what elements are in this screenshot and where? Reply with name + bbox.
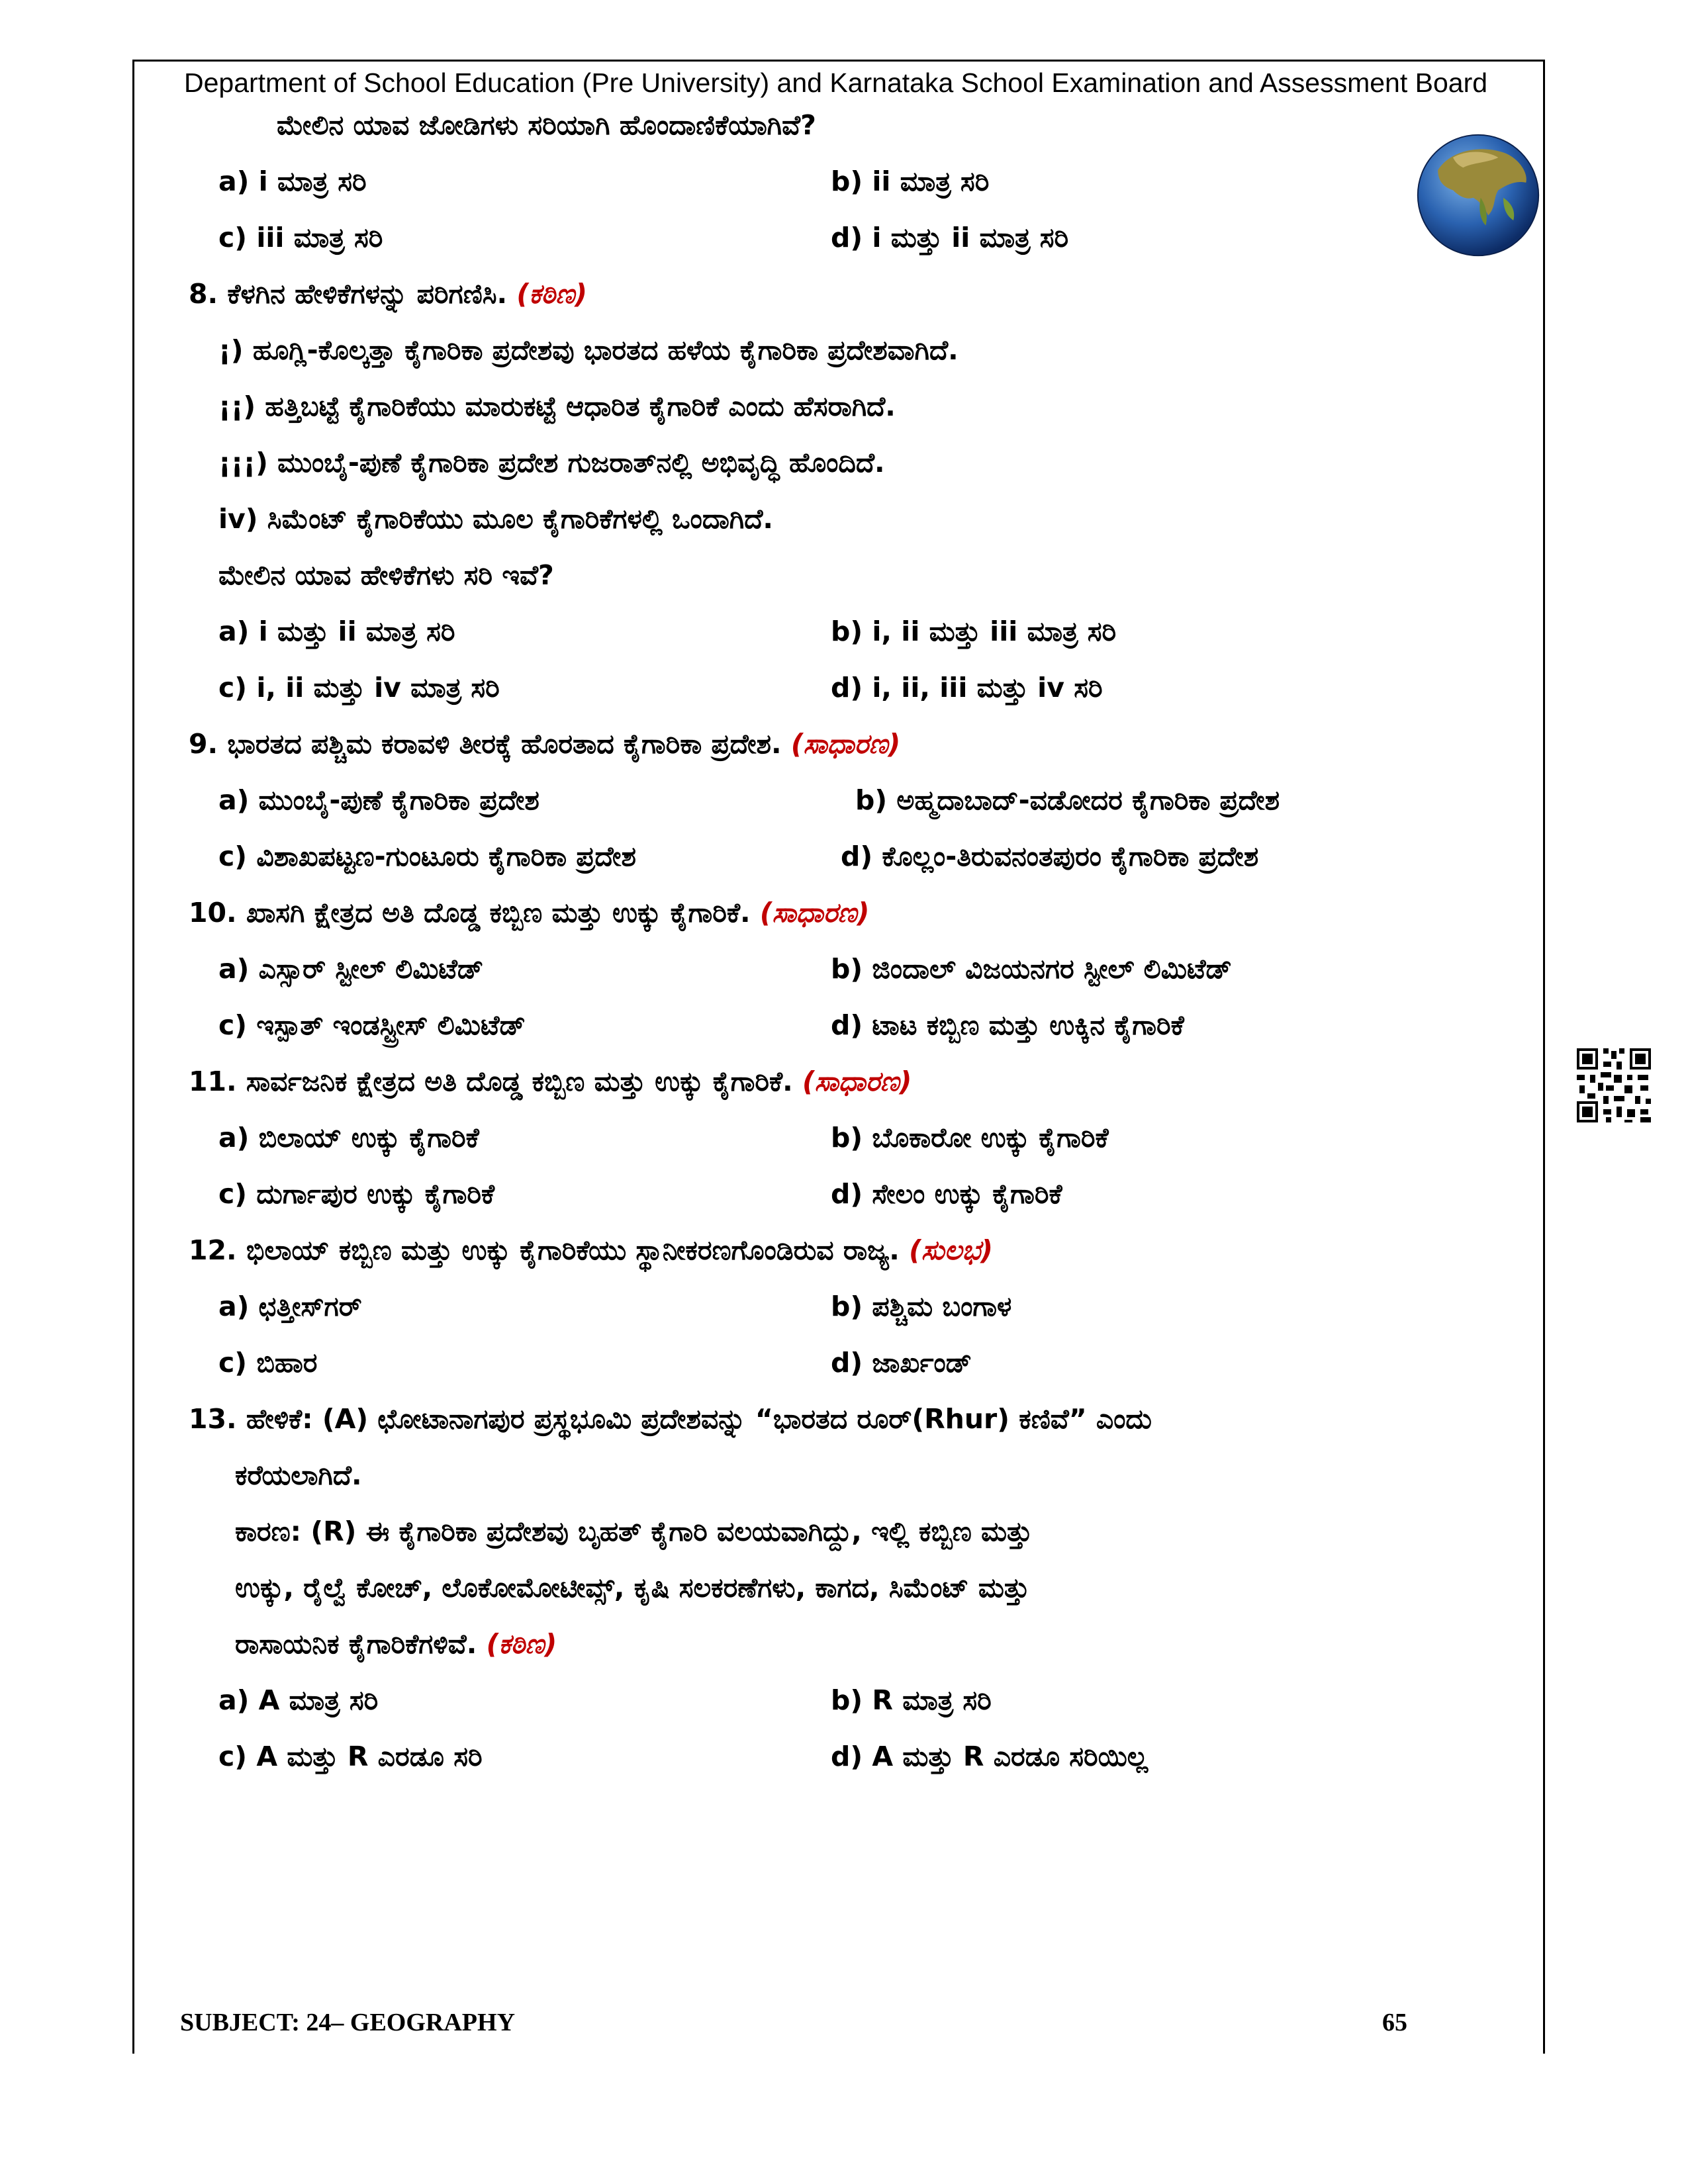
question-prompt: ಮೇಲಿನ ಯಾವ ಜೋಡಿಗಳು ಸರಿಯಾಗಿ ಹೊಂದಾಣಿಕೆಯಾಗಿವೆ? (277, 109, 816, 141)
statement-2: ¡¡) ಹತ್ತಿಬಟ್ಟೆ ಕೈಗಾರಿಕೆಯು ಮಾರುಕಟ್ಟೆ ಆಧಾರಿತ ಕೈಗಾರಿಕೆ ಎಂದು ಹೆಸರಾಗಿದೆ. (218, 390, 896, 422)
option-d: d) i, ii, iii ಮತ್ತು iv ಸರಿ (831, 672, 1103, 704)
difficulty-tag: (ಸಾಧಾರಣ) (790, 728, 901, 760)
page-number: 65 (1382, 2009, 1407, 2036)
option-b: b) ಅಹ್ಮದಾಬಾದ್-ವಡೋದರ ಕೈಗಾರಿಕಾ ಪ್ರದೇಶ (855, 784, 1280, 816)
option-b: b) i, ii ಮತ್ತು iii ಮಾತ್ರ ಸರಿ (831, 615, 1117, 647)
option-b: b) ಬೊಕಾರೋ ಉಕ್ಕು ಕೈಗಾರಿಕೆ (831, 1122, 1109, 1154)
option-c: c) ಇಸ್ಪಾತ್ ಇಂಡಸ್ಟ್ರೀಸ್ ಲಿಮಿಟೆಡ್ (218, 1009, 526, 1041)
option-c: c) ವಿಶಾಖಪಟ್ಟಣ-ಗುಂಟೂರು ಕೈಗಾರಿಕಾ ಪ್ರದೇಶ (218, 841, 636, 872)
question-13-reason: ಕಾರಣ: (R) ಈ ಕೈಗಾರಿಕಾ ಪ್ರದೇಶವು ಬೃಹತ್ ಕೈಗಾರಿ ವಲಯವಾಗಿದ್ದು, ಇಲ್ಲಿ ಕಬ್ಬಿಣ ಮತ್ತು (235, 1516, 1033, 1547)
option-a: a) i ಮಾತ್ರ ಸರಿ (218, 165, 367, 197)
question-13-reason-cont: ಉಕ್ಕು, ರೈಲ್ವೆ ಕೋಚ್, ಲೊಕೋಮೋಟೀವ್ಸ್, ಕೃಷಿ ಸಲಕರಣೆಗಳು, ಕಾಗದ, ಸಿಮೆಂಟ್ ಮತ್ತು (235, 1572, 1030, 1604)
question-13-statement-cont: ಕರೆಯಲಾಗಿದೆ. (235, 1459, 362, 1491)
question-stem: 8. ಕೆಳಗಿನ ಹೇಳಿಕೆಗಳನ್ನು ಪರಿಗಣಿಸಿ. (189, 278, 508, 310)
question-13-statement: 13. ಹೇಳಿಕೆ: (A) ಛೋಟಾನಾಗಪುರ ಪ್ರಸ್ಥಭೂಮಿ ಪ್ರದೇಶವನ್ನು “ಭಾರತದ ರೂರ್(Rhur) ಕಣಿವೆ” ಎಂದು (189, 1403, 1152, 1435)
question-10 (189, 897, 869, 929)
option-d: d) ಜಾರ್ಖಂಡ್ (831, 1347, 972, 1379)
option-a: a) ಎಸ್ಸಾರ್ ಸ್ಟೀಲ್ ಲಿಮಿಟೆಡ್ (218, 953, 484, 985)
option-d: d) i ಮತ್ತು ii ಮಾತ್ರ ಸರಿ (831, 222, 1069, 253)
question-prompt: ಮೇಲಿನ ಯಾವ ಹೇಳಿಕೆಗಳು ಸರಿ ಇವೆ? (218, 559, 554, 591)
option-a: a) A ಮಾತ್ರ ಸರಿ (218, 1684, 379, 1716)
question-9 (189, 728, 900, 760)
question-12 (189, 1234, 993, 1267)
difficulty-tag: (ಸಾಧಾರಣ) (759, 897, 870, 929)
question-8 (189, 278, 587, 310)
option-d: d) ಕೊಲ್ಲಂ-ತಿರುವನಂತಪುರಂ ಕೈಗಾರಿಕಾ ಪ್ರದೇಶ (841, 841, 1259, 872)
option-b: b) ಪಶ್ಚಿಮ ಬಂಗಾಳ (831, 1291, 1012, 1322)
question-stem: 12. ಭಿಲಾಯ್ ಕಬ್ಬಿಣ ಮತ್ತು ಉಕ್ಕು ಕೈಗಾರಿಕೆಯು ಸ್ಥಾನೀಕರಣಗೊಂಡಿರುವ ರಾಜ್ಯ. (189, 1234, 900, 1266)
statement-4: iv) ಸಿಮೆಂಟ್ ಕೈಗಾರಿಕೆಯು ಮೂಲ ಕೈಗಾರಿಕೆಗಳಲ್ಲಿ ಒಂದಾಗಿದೆ. (218, 503, 773, 535)
option-a: a) i ಮತ್ತು ii ಮಾತ್ರ ಸರಿ (218, 615, 455, 647)
option-c: c) iii ಮಾತ್ರ ಸರಿ (218, 222, 383, 253)
question-stem: 10. ಖಾಸಗಿ ಕ್ಷೇತ್ರದ ಅತಿ ದೊಡ್ಡ ಕಬ್ಬಿಣ ಮತ್ತು ಉಕ್ಕು ಕೈಗಾರಿಕೆ. (189, 897, 751, 929)
option-a: a) ಬಿಲಾಯ್ ಉಕ್ಕು ಕೈಗಾರಿಕೆ (218, 1122, 479, 1154)
option-b: b) ಜಿಂದಾಲ್ ವಿಜಯನಗರ ಸ್ಟೀಲ್ ಲಿಮಿಟೆಡ್ (831, 953, 1232, 985)
statement-3: ¡¡¡) ಮುಂಬೈ-ಪುಣೆ ಕೈಗಾರಿಕಾ ಪ್ರದೇಶ ಗುಜರಾತ್‌ನಲ್ಲಿ ಅಭಿವೃದ್ಧಿ ಹೊಂದಿದೆ. (218, 447, 885, 478)
option-d: d) ಟಾಟ ಕಬ್ಬಿಣ ಮತ್ತು ಉಕ್ಕಿನ ಕೈಗಾರಿಕೆ (831, 1009, 1184, 1041)
footer-subject: SUBJECT: 24– GEOGRAPHY (180, 2009, 516, 2036)
qr-code-icon (1574, 1046, 1654, 1125)
option-d: d) A ಮತ್ತು R ಎರಡೂ ಸರಿಯಿಲ್ಲ (831, 1741, 1149, 1772)
difficulty-tag: (ಸುಲಭ) (909, 1234, 993, 1266)
question-13-reason-end (235, 1628, 557, 1661)
option-a: a) ಮುಂಬೈ-ಪುಣೆ ಕೈಗಾರಿಕಾ ಪ್ರದೇಶ (218, 784, 539, 816)
difficulty-tag: (ಕಠಿಣ) (486, 1628, 557, 1660)
difficulty-tag: (ಕಠಿಣ) (516, 278, 588, 310)
question-13-reason-tail: ರಾಸಾಯನಿಕ ಕೈಗಾರಿಕೆಗಳಿವೆ. (235, 1628, 477, 1660)
option-c: c) i, ii ಮತ್ತು iv ಮಾತ್ರ ಸರಿ (218, 672, 500, 704)
statement-1: ¡) ಹೂಗ್ಲಿ-ಕೊಲ್ಕತ್ತಾ ಕೈಗಾರಿಕಾ ಪ್ರದೇಶವು ಭಾರತದ ಹಳೆಯ ಕೈಗಾರಿಕಾ ಪ್ರದೇಶವಾಗಿದೆ. (218, 334, 959, 366)
option-b: b) ii ಮಾತ್ರ ಸರಿ (831, 165, 990, 197)
question-stem: 11. ಸಾರ್ವಜನಿಕ ಕ್ಷೇತ್ರದ ಅತಿ ದೊಡ್ಡ ಕಬ್ಬಿಣ ಮತ್ತು ಉಕ್ಕು ಕೈಗಾರಿಕೆ. (189, 1066, 793, 1097)
option-c: c) A ಮತ್ತು R ಎರಡೂ ಸರಿ (218, 1741, 483, 1772)
option-d: d) ಸೇಲಂ ಉಕ್ಕು ಕೈಗಾರಿಕೆ (831, 1178, 1062, 1210)
page-header: Department of School Education (Pre University) and Karnataka School Examination and Assessment Board (184, 68, 1488, 98)
globe-icon (1415, 132, 1541, 258)
question-stem: 9. ಭಾರತದ ಪಶ್ಚಿಮ ಕರಾವಳಿ ತೀರಕ್ಕೆ ಹೊರತಾದ ಕೈಗಾರಿಕಾ ಪ್ರದೇಶ. (189, 728, 782, 760)
option-a: a) ಛತ್ತೀಸ್‌ಗರ್ (218, 1291, 362, 1322)
question-11 (189, 1066, 912, 1098)
option-c: c) ದುರ್ಗಾಪುರ ಉಕ್ಕು ಕೈಗಾರಿಕೆ (218, 1178, 495, 1210)
option-b: b) R ಮಾತ್ರ ಸರಿ (831, 1684, 992, 1716)
option-c: c) ಬಿಹಾರ (218, 1347, 318, 1379)
difficulty-tag: (ಸಾಧಾರಣ) (802, 1066, 912, 1097)
